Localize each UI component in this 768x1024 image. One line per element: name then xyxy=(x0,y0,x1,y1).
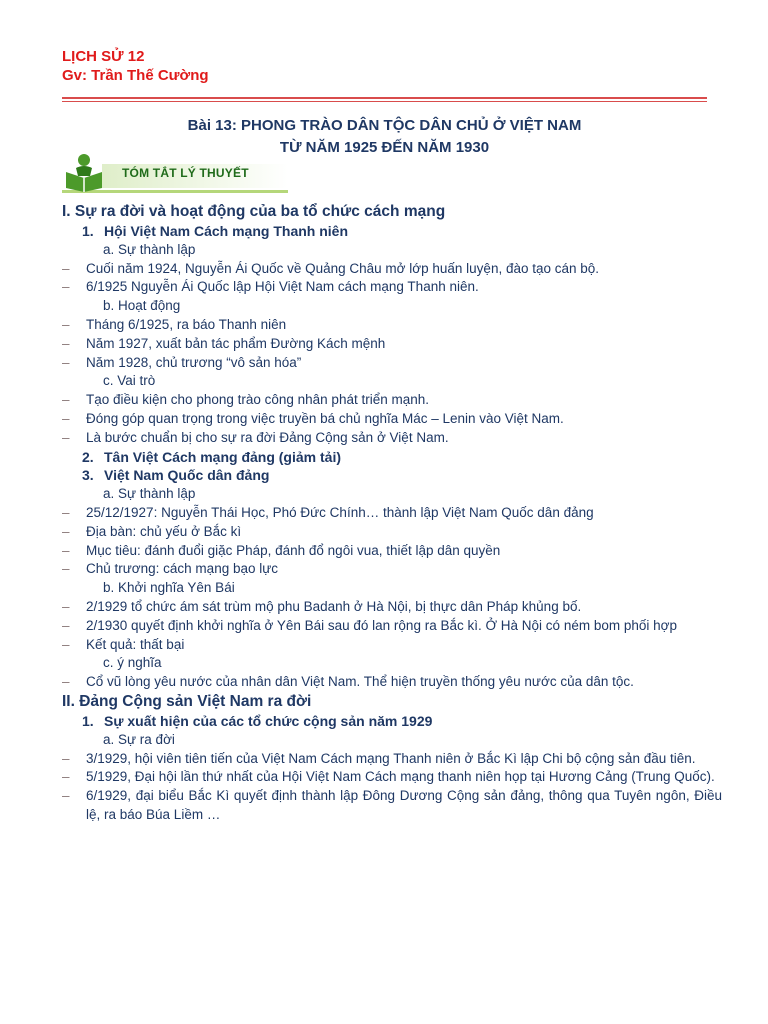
org-2-title: Tân Việt Cách mạng đảng (giảm tải) xyxy=(104,448,342,465)
list-item-text: 6/1925 Nguyễn Ái Quốc lập Hội Việt Nam cách mạng Thanh niên. xyxy=(86,279,479,295)
list-item xyxy=(62,787,722,825)
section-2-heading: II. Đảng Cộng sản Việt Nam ra đời xyxy=(62,692,312,710)
list-item-text: 25/12/1927: Nguyễn Thái Học, Phó Đức Chính… thành lập Việt Nam Quốc dân đảng xyxy=(86,504,594,520)
dash-bullet: – xyxy=(62,769,70,785)
dash-bullet: – xyxy=(62,542,70,558)
org-2-heading xyxy=(62,448,722,467)
list-item xyxy=(62,523,722,542)
badge-label: TÓM TẮT LÝ THUYẾT xyxy=(122,166,249,180)
list-item xyxy=(62,636,722,655)
dash-bullet: – xyxy=(62,636,70,652)
section-1-heading: I. Sự ra đời và hoạt động của ba tổ chức cách mạng xyxy=(62,203,446,220)
dash-bullet: – xyxy=(62,279,70,295)
dash-bullet: – xyxy=(62,598,70,614)
org-1-heading xyxy=(62,222,722,241)
list-item-text: 3/1929, hội viên tiên tiến của Việt Nam Cách mạng Thanh niên ở Bắc Kì lập Chi bộ cộng sản đầu tiên. xyxy=(86,750,696,766)
dash-bullet: – xyxy=(62,410,70,426)
dash-bullet: – xyxy=(62,561,70,577)
list-item-text: Kết quả: thất bại xyxy=(86,636,185,652)
dash-bullet: – xyxy=(62,335,70,351)
list-item xyxy=(62,316,722,335)
list-item-text: 2/1929 tổ chức ám sát trùm mộ phu Badanh ở Hà Nội, bị thực dân Pháp khủng bố. xyxy=(86,598,582,614)
list-item-text: Là bước chuẩn bị cho sự ra đời Đảng Cộng sản ở Việt Nam. xyxy=(86,429,449,445)
reader-book-icon xyxy=(62,152,106,192)
sub-c: c. ý nghĩa xyxy=(103,655,162,671)
list-item-text: Chủ trương: cách mạng bạo lực xyxy=(86,561,279,577)
org-2-1-heading xyxy=(62,712,722,731)
list-item xyxy=(62,391,722,410)
org-2-number: 2. xyxy=(82,448,94,465)
list-item-text: Năm 1927, xuất bản tác phẩm Đường Kách mệnh xyxy=(86,335,386,351)
list-item-text: Năm 1928, chủ trương “vô sản hóa” xyxy=(86,354,302,370)
lesson-title-line2: TỪ NĂM 1925 ĐẾN NĂM 1930 xyxy=(279,139,490,156)
dash-bullet: – xyxy=(62,429,70,445)
org-1-title: Hội Việt Nam Cách mạng Thanh niên xyxy=(104,223,349,239)
dash-bullet: – xyxy=(62,260,70,276)
dash-bullet: – xyxy=(62,392,70,408)
list-item-text: Cuối năm 1924, Nguyễn Ái Quốc về Quảng Châu mở lớp huấn luyện, đào tạo cán bộ. xyxy=(86,260,600,276)
list-item xyxy=(62,768,722,787)
dash-bullet: – xyxy=(62,316,70,332)
sub-a: a. Sự thành lập xyxy=(103,241,196,257)
document-header xyxy=(62,47,209,85)
lesson-body xyxy=(62,202,722,825)
teacher-label: Gv: Trần Thế Cường xyxy=(62,67,209,84)
org-3-number: 3. xyxy=(82,467,94,484)
sub-a: a. Sự thành lập xyxy=(103,486,196,502)
dash-bullet: – xyxy=(62,354,70,370)
list-item xyxy=(62,542,722,561)
dash-bullet: – xyxy=(62,750,70,766)
org-3-title: Việt Nam Quốc dân đảng xyxy=(104,467,270,484)
sub-a: a. Sự ra đời xyxy=(103,731,175,747)
list-item xyxy=(62,750,722,769)
list-item-text: 5/1929, Đại hội lần thứ nhất của Hội Việt Nam Cách mạng thanh niên họp tại Hương Cảng (Trung Quốc). xyxy=(86,769,715,785)
list-item-text: Địa bàn: chủ yếu ở Bắc kì xyxy=(86,523,242,539)
list-item xyxy=(62,354,722,373)
list-item xyxy=(62,278,722,297)
sub-c: c. Vai trò xyxy=(103,373,156,389)
dash-bullet: – xyxy=(62,674,70,690)
list-item-text: Đóng góp quan trọng trong việc truyền bá chủ nghĩa Mác – Lenin vào Việt Nam. xyxy=(86,410,564,426)
dash-bullet: – xyxy=(62,504,70,520)
list-item-text: 2/1930 quyết định khởi nghĩa ở Yên Bái sau đó lan rộng ra Bắc kì. Ở Hà Nội có ném bom phối hợp xyxy=(86,617,677,633)
summary-badge xyxy=(62,152,288,194)
list-item xyxy=(62,335,722,354)
s2-item-number: 1. xyxy=(82,712,94,729)
header-rule-thin xyxy=(62,101,707,102)
list-item-text: Tháng 6/1925, ra báo Thanh niên xyxy=(86,316,287,332)
list-item-text: Cổ vũ lòng yêu nước của nhân dân Việt Nam. Thể hiện truyền thống yêu nước của dân tộc. xyxy=(86,674,634,690)
list-item xyxy=(62,410,722,429)
list-item xyxy=(62,598,722,617)
s2-item-title: Sự xuất hiện của các tổ chức cộng sản năm 1929 xyxy=(104,712,433,729)
org-1-number: 1. xyxy=(82,223,94,239)
list-item xyxy=(62,617,722,636)
list-item xyxy=(62,429,722,448)
list-item xyxy=(62,504,722,523)
org-3-heading xyxy=(62,466,722,485)
lesson-title-line1: Bài 13: PHONG TRÀO DÂN TỘC DÂN CHỦ Ở VIỆT NAM xyxy=(187,117,582,134)
list-item-text: Tạo điều kiện cho phong trào công nhân phát triển mạnh. xyxy=(86,392,429,408)
list-item-text: Mục tiêu: đánh đuổi giặc Pháp, đánh đổ ngôi vua, thiết lập dân quyền xyxy=(86,542,501,558)
dash-bullet: – xyxy=(62,523,70,539)
list-item xyxy=(62,673,722,692)
list-item-text: 6/1929, đại biểu Bắc Kì quyết định thành lập Đông Dương Cộng sản đảng, thông qua Tuyên ngôn, Điều lệ, ra báo Búa Liềm … xyxy=(86,788,722,822)
sub-b: b. Khởi nghĩa Yên Bái xyxy=(103,580,235,596)
sub-b: b. Hoạt động xyxy=(103,298,181,314)
header-rule xyxy=(62,97,707,99)
dash-bullet: – xyxy=(62,788,70,804)
subject-label: LỊCH SỬ 12 xyxy=(62,48,145,65)
dash-bullet: – xyxy=(62,617,70,633)
list-item xyxy=(62,560,722,579)
list-item xyxy=(62,260,722,279)
